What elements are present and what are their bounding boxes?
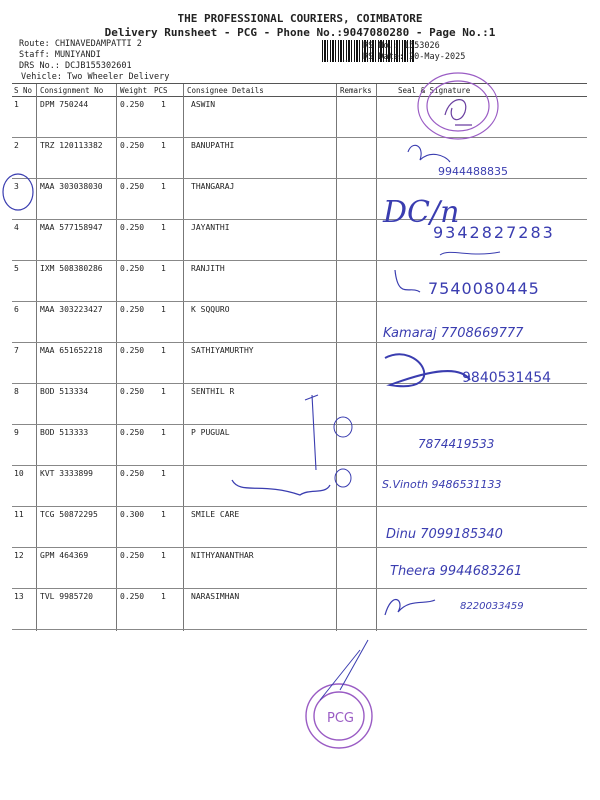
row-pcs: 1 [161, 551, 166, 560]
row-consignee: NITHYANANTHAR [191, 551, 254, 560]
row-sno: 11 [14, 510, 24, 519]
row-consignee: JAYANTHI [191, 223, 230, 232]
row-consignment-no: BOD 513333 [40, 428, 89, 437]
col-header-consignee: Consignee Details [187, 86, 264, 95]
row-pcs: 1 [161, 305, 166, 314]
row-5-phone: 7540080445 [428, 279, 540, 298]
row-pcs: 1 [161, 346, 166, 355]
row-pcs: 1 [161, 510, 166, 519]
row-pcs: 1 [161, 387, 166, 396]
row-consignment-no: KVT 3333899 [40, 469, 93, 478]
row-9-phone: 7874419533 [418, 437, 495, 451]
row-8-tick-mark [305, 395, 318, 470]
row-pcs: 1 [161, 223, 166, 232]
row-sno: 2 [14, 141, 19, 150]
row-pcs: 1 [161, 264, 166, 273]
company-title: THE PROFESSIONAL COURIERS, COIMBATORE [177, 12, 423, 25]
row-7-signature-scribble [385, 354, 470, 386]
row-2-signature [408, 145, 450, 162]
row-sno: 9 [14, 428, 19, 437]
row-consignment-no: BOD 513334 [40, 387, 89, 396]
row-weight: 0.250 [120, 428, 145, 437]
row-consignment-no: GPM 464369 [40, 551, 89, 560]
col-header-weight: Weight [120, 86, 148, 95]
row-consignee: BANUPATHI [191, 141, 235, 150]
row-weight: 0.250 [120, 182, 145, 191]
row-weight: 0.250 [120, 346, 145, 355]
row-consignee: SATHIYAMURTHY [191, 346, 254, 355]
col-header-sno: S No [14, 86, 33, 95]
row-13-phone: 8220033459 [460, 601, 524, 612]
row-consignment-no: MAA 303223427 [40, 305, 103, 314]
row-sno: 6 [14, 305, 19, 314]
row-10-consignee-signature [232, 480, 330, 495]
row-pcs: 1 [161, 469, 166, 478]
row-consignee: P PUGUAL [191, 428, 230, 437]
row-weight: 0.250 [120, 264, 145, 273]
route-label: Route: CHINAVEDAMPATTI 2 [19, 39, 142, 49]
row-consignee: SMILE CARE [191, 510, 240, 519]
row-sno: 5 [14, 264, 19, 273]
row-5-signature [395, 270, 420, 292]
vehicle-label: Vehicle: Two Wheeler Delivery [21, 72, 170, 82]
row-consignment-no: MAA 303038030 [40, 182, 103, 191]
row-weight: 0.250 [120, 551, 145, 560]
row-sno: 7 [14, 346, 19, 355]
row-4-phone: 9342827283 [433, 223, 555, 242]
row-consignment-no: TRZ 120113382 [40, 141, 103, 150]
row-consignee: NARASIMHAN [191, 592, 240, 601]
row-consignee: ASWIN [191, 100, 216, 109]
row-weight: 0.250 [120, 469, 145, 478]
row-pcs: 1 [161, 428, 166, 437]
row-pcs: 1 [161, 100, 166, 109]
row-consignment-no: MAA 651652218 [40, 346, 103, 355]
row-10-circle-mark [335, 469, 351, 487]
row-weight: 0.250 [120, 592, 145, 601]
col-header-seal: Seal & Signature [398, 86, 471, 95]
row-4-signature [440, 252, 500, 255]
row-6-signature: Kamaraj 7708669777 [383, 326, 524, 341]
row-pcs: 1 [161, 182, 166, 191]
row-consignee: RANJITH [191, 264, 225, 273]
col-header-remarks: Remarks [340, 86, 372, 95]
row-pcs: 1 [161, 592, 166, 601]
row-consignment-no: TCG 50872295 [40, 510, 98, 519]
row-weight: 0.250 [120, 223, 145, 232]
staff-label: Staff: MUNIYANDI [19, 50, 101, 60]
stamp-signature-stroke [320, 640, 368, 700]
row-sno: 1 [14, 100, 19, 109]
runsheet-subtitle: Delivery Runsheet - PCG - Phone No.:9047080280 - Page No.:1 [104, 26, 496, 39]
rs-number: RS No.: 1553026 [363, 41, 440, 51]
row-3-circle-mark [3, 174, 33, 210]
row-12-signature: Theera 9944683261 [390, 564, 523, 579]
row-sno: 13 [14, 592, 24, 601]
row-consignment-no: MAA 577158947 [40, 223, 103, 232]
row-weight: 0.250 [120, 305, 145, 314]
row-consignment-no: DPM 750244 [40, 100, 89, 109]
row-consignee: SENTHIL R [191, 387, 235, 396]
row-consignee: THANGARAJ [191, 182, 235, 191]
row-sno: 4 [14, 223, 19, 232]
row-sno: 3 [14, 182, 19, 191]
row-weight: 0.300 [120, 510, 145, 519]
row-consignee: K SQQURO [191, 305, 230, 314]
row-sno: 8 [14, 387, 19, 396]
office-seal-stamp [418, 73, 498, 139]
row-8-circle-mark [334, 417, 352, 437]
pcg-stamp-text: PCG [327, 711, 354, 726]
row-sno: 12 [14, 551, 24, 560]
drs-label: DRS No.: DCJB155302601 [19, 61, 132, 71]
row-pcs: 1 [161, 141, 166, 150]
row-sno: 10 [14, 469, 24, 478]
col-header-pcs: PCS [154, 86, 168, 95]
row-consignment-no: TVL 9985720 [40, 592, 93, 601]
row-11-signature: Dinu 7099185340 [386, 527, 503, 542]
row-weight: 0.250 [120, 100, 145, 109]
row-weight: 0.250 [120, 141, 145, 150]
row-7-phone: 9840531454 [462, 370, 552, 386]
rs-date: RS Date: 20-May-2025 [363, 52, 466, 62]
col-header-consignment: Consignment No [40, 86, 104, 95]
row-2-phone: 9944488835 [438, 165, 508, 178]
row-weight: 0.250 [120, 387, 145, 396]
row-13-signature [385, 600, 435, 615]
row-10-signature: S.Vinoth 9486531133 [382, 478, 502, 491]
row-consignment-no: IXM 508380286 [40, 264, 103, 273]
row-3-signature: DC/n [383, 195, 460, 230]
